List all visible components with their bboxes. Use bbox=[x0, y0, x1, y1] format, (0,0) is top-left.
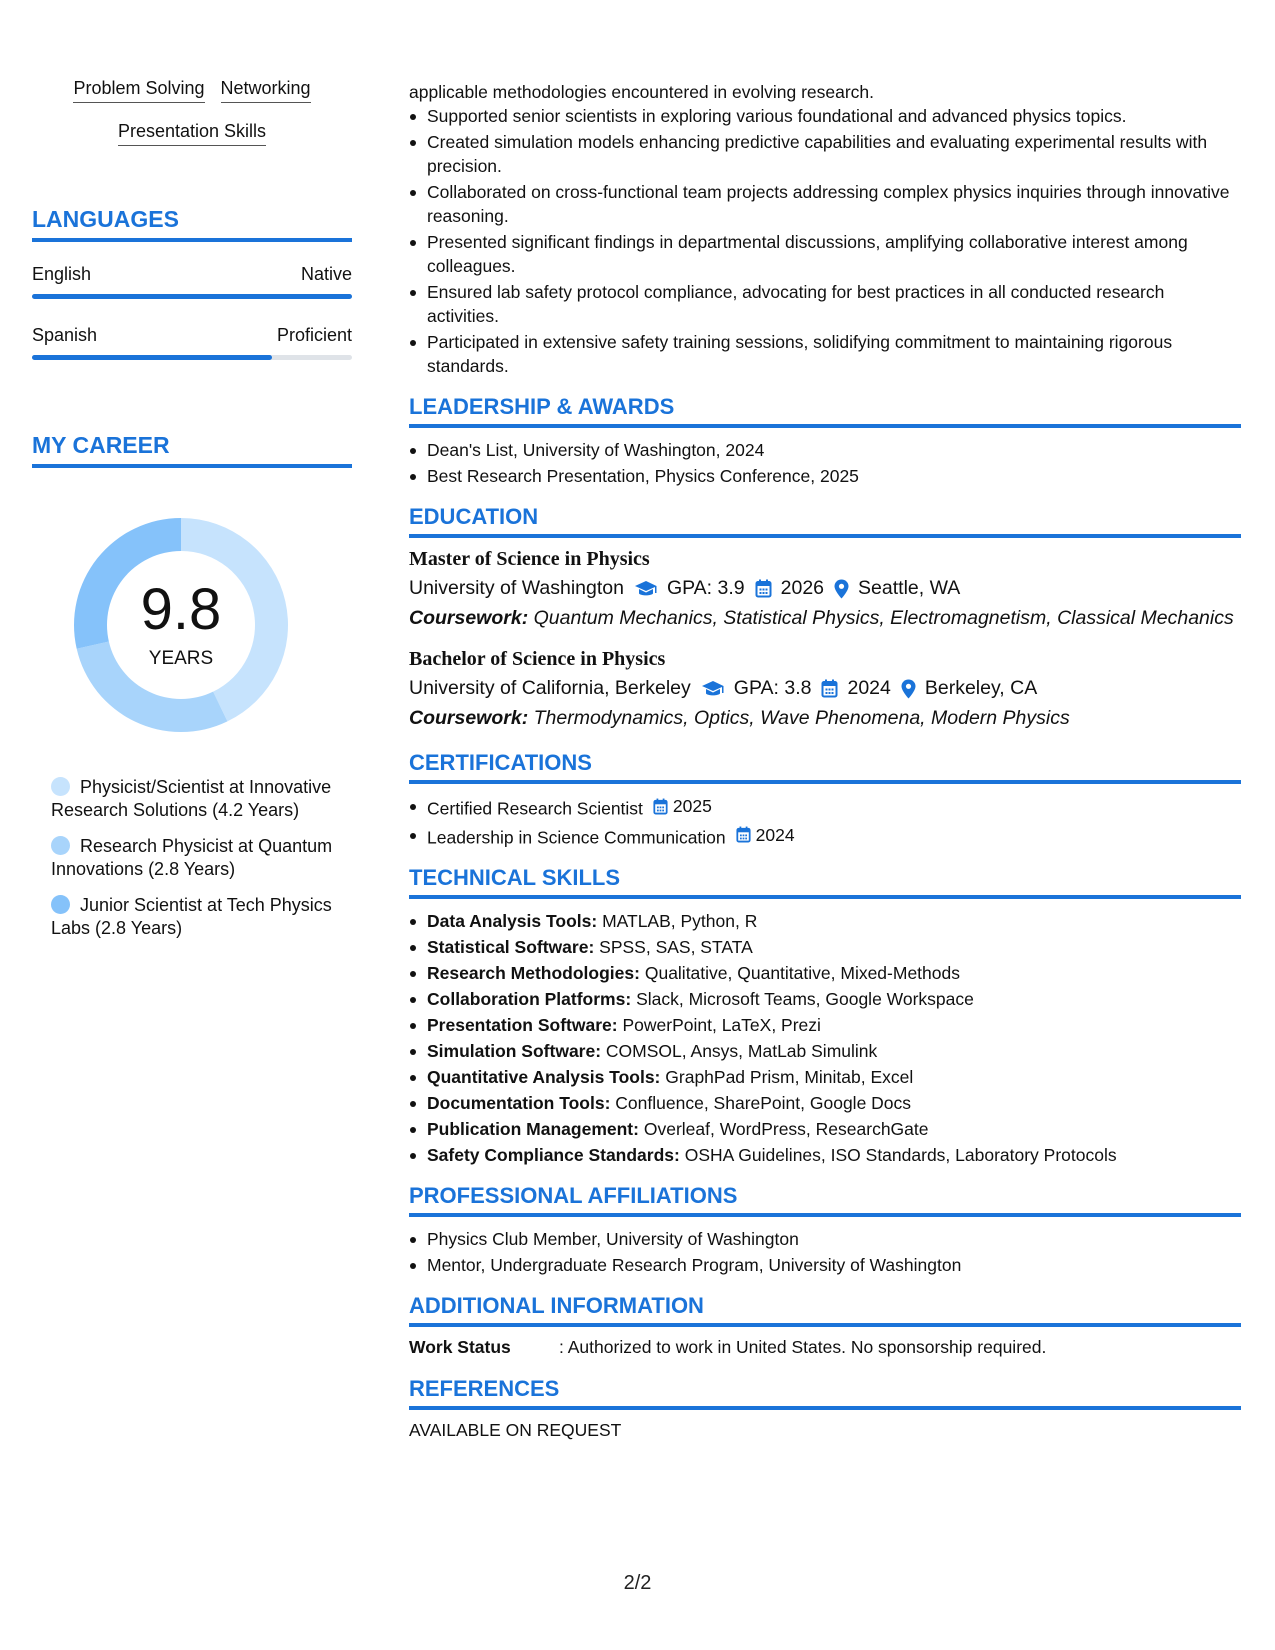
career-heading: MY CAREER bbox=[32, 432, 352, 468]
degree-title: Bachelor of Science in Physics bbox=[409, 648, 666, 670]
languages-heading: LANGUAGES bbox=[32, 206, 352, 242]
technical-skill-item bbox=[409, 909, 1241, 933]
school-location: Berkeley, CA bbox=[924, 677, 1038, 699]
certification-item bbox=[409, 823, 1241, 850]
references-text: AVAILABLE ON REQUEST bbox=[409, 1420, 622, 1440]
technical-skill-value: OSHA Guidelines, ISO Standards, Laboratory Protocols bbox=[684, 1145, 1117, 1165]
skill-tag: Problem Solving bbox=[73, 78, 204, 103]
certification-year: 2025 bbox=[672, 796, 712, 816]
language-bar bbox=[32, 294, 352, 299]
certifications-list bbox=[409, 794, 1241, 849]
language-level: Native bbox=[300, 264, 352, 284]
school-name: University of California, Berkeley bbox=[409, 677, 691, 699]
coursework-label: Coursework: bbox=[409, 607, 529, 629]
degree-title: Master of Science in Physics bbox=[409, 548, 650, 570]
experience-bullet: Ensured lab safety protocol compliance, advocating for best practices in all conducted research activities. bbox=[409, 280, 1241, 328]
affiliation-item: Mentor, Undergraduate Research Program, University of Washington bbox=[409, 1253, 1241, 1277]
legend-dot-icon bbox=[51, 777, 70, 796]
experience-bullet: Created simulation models enhancing predictive capabilities and evaluating experimental results with precision. bbox=[409, 130, 1241, 178]
technical-skill-value: Confluence, SharePoint, Google Docs bbox=[615, 1093, 912, 1113]
language-item bbox=[32, 264, 352, 299]
technical-skill-label: Presentation Software: bbox=[427, 1015, 618, 1035]
coursework bbox=[409, 706, 1241, 730]
coursework bbox=[409, 606, 1241, 630]
language-name: Spanish bbox=[32, 325, 98, 345]
technical-skill-label: Safety Compliance Standards: bbox=[427, 1145, 680, 1165]
language-name: English bbox=[32, 264, 92, 284]
technical-skill-item bbox=[409, 1091, 1241, 1115]
award-item: Best Research Presentation, Physics Conference, 2025 bbox=[409, 464, 1241, 488]
technical-skill-label: Documentation Tools: bbox=[427, 1093, 611, 1113]
graduation-year: 2024 bbox=[847, 677, 891, 699]
technical-skill-label: Collaboration Platforms: bbox=[427, 989, 632, 1009]
school-location: Seattle, WA bbox=[858, 577, 961, 599]
technical-skill-value: Qualitative, Quantitative, Mixed-Methods bbox=[644, 963, 960, 983]
location-pin-icon bbox=[834, 579, 849, 599]
certification-name: Certified Research Scientist bbox=[427, 798, 643, 819]
skill-tag: Networking bbox=[221, 78, 311, 103]
technical-skill-item bbox=[409, 1143, 1241, 1167]
experience-bullets bbox=[409, 104, 1241, 378]
affiliation-item: Physics Club Member, University of Washington bbox=[409, 1227, 1241, 1251]
calendar-icon bbox=[736, 826, 751, 843]
legend-dot-icon bbox=[51, 895, 70, 914]
career-legend bbox=[51, 776, 336, 940]
certification-item bbox=[409, 794, 1241, 821]
career-legend-item bbox=[51, 835, 336, 881]
calendar-icon bbox=[653, 798, 668, 815]
technical-skill-value: GraphPad Prism, Minitab, Excel bbox=[665, 1067, 914, 1087]
language-bar bbox=[32, 355, 352, 360]
technical-skill-value: SPSS, SAS, STATA bbox=[599, 937, 753, 957]
page-number: 2/2 bbox=[623, 1572, 652, 1594]
skill-tag: Presentation Skills bbox=[118, 121, 266, 146]
technical-skills-heading: TECHNICAL SKILLS bbox=[409, 865, 1241, 899]
degree-entry bbox=[409, 648, 1241, 730]
technical-skill-label: Publication Management: bbox=[427, 1119, 639, 1139]
technical-skill-item bbox=[409, 1039, 1241, 1063]
gpa: GPA: 3.8 bbox=[733, 677, 812, 699]
calendar-icon bbox=[821, 679, 838, 698]
technical-skill-value: PowerPoint, LaTeX, Prezi bbox=[622, 1015, 821, 1035]
coursework-text: Thermodynamics, Optics, Wave Phenomena, Modern Physics bbox=[533, 707, 1070, 729]
coursework-text: Quantum Mechanics, Statistical Physics, Electromagnetism, Classical Mechanics bbox=[533, 607, 1234, 629]
technical-skill-value: Overleaf, WordPress, ResearchGate bbox=[643, 1119, 929, 1139]
experience-bullet: Presented significant findings in departmental discussions, amplifying collaborative interest among colleagues. bbox=[409, 230, 1241, 278]
career-legend-item bbox=[51, 894, 336, 940]
affiliations-list bbox=[409, 1227, 1241, 1277]
experience-bullet: Supported senior scientists in exploring various foundational and advanced physics topics. bbox=[409, 104, 1241, 128]
technical-skill-item bbox=[409, 1065, 1241, 1089]
technical-skill-value: COMSOL, Ansys, MatLab Simulink bbox=[605, 1041, 878, 1061]
technical-skill-item bbox=[409, 961, 1241, 985]
calendar-icon bbox=[755, 579, 772, 598]
location-pin-icon bbox=[901, 679, 916, 699]
award-item: Dean's List, University of Washington, 2024 bbox=[409, 438, 1241, 462]
experience-bullet: Participated in extensive safety training sessions, solidifying commitment to maintaining rigorous standards. bbox=[409, 330, 1241, 378]
technical-skill-label: Statistical Software: bbox=[427, 937, 595, 957]
technical-skill-item bbox=[409, 1117, 1241, 1141]
technical-skill-value: Slack, Microsoft Teams, Google Workspace bbox=[636, 989, 974, 1009]
references-heading: REFERENCES bbox=[409, 1376, 1241, 1410]
technical-skill-label: Simulation Software: bbox=[427, 1041, 602, 1061]
leadership-heading: LEADERSHIP & AWARDS bbox=[409, 394, 1241, 428]
additional-info-heading: ADDITIONAL INFORMATION bbox=[409, 1293, 1241, 1327]
sidebar bbox=[32, 78, 352, 953]
work-status-row bbox=[409, 1337, 1241, 1358]
certification-year: 2024 bbox=[755, 824, 795, 845]
technical-skill-value: MATLAB, Python, R bbox=[602, 911, 758, 931]
technical-skill-label: Research Methodologies: bbox=[427, 963, 640, 983]
language-bar-fill bbox=[32, 355, 272, 360]
technical-skills-list bbox=[409, 909, 1241, 1167]
gpa: GPA: 3.9 bbox=[666, 577, 745, 599]
technical-skill-item bbox=[409, 1013, 1241, 1037]
work-status-label: Work Status bbox=[409, 1337, 511, 1357]
coursework-label: Coursework: bbox=[409, 707, 529, 729]
career-legend-text: Junior Scientist at Tech Physics Labs (2.8 Years) bbox=[51, 895, 332, 938]
career-legend-text: Research Physicist at Quantum Innovations (2.8 Years) bbox=[51, 836, 333, 879]
technical-skill-item bbox=[409, 935, 1241, 959]
technical-skill-label: Data Analysis Tools: bbox=[427, 911, 598, 931]
certification-name: Leadership in Science Communication bbox=[427, 827, 726, 847]
career-legend-item bbox=[51, 776, 336, 822]
affiliations-heading: PROFESSIONAL AFFILIATIONS bbox=[409, 1183, 1241, 1217]
career-total-value: 9.8 bbox=[140, 577, 222, 642]
technical-skill-label: Quantitative Analysis Tools: bbox=[427, 1067, 661, 1087]
leadership-list bbox=[409, 438, 1241, 488]
main-content bbox=[409, 80, 1241, 1441]
school-name: University of Washington bbox=[409, 577, 624, 599]
graduation-year: 2026 bbox=[780, 577, 825, 599]
career-legend-text: Physicist/Scientist at Innovative Research Solutions (4.2 Years) bbox=[51, 777, 332, 820]
work-status-value: : Authorized to work in United States. No sponsorship required. bbox=[559, 1337, 1047, 1357]
experience-intro: applicable methodologies encountered in evolving research. bbox=[409, 82, 875, 102]
career-total-unit: YEARS bbox=[148, 648, 214, 669]
career-donut-chart bbox=[66, 510, 296, 740]
language-item bbox=[32, 325, 352, 360]
language-level: Proficient bbox=[276, 325, 352, 345]
skill-tags bbox=[32, 78, 352, 164]
graduation-cap-icon bbox=[701, 680, 725, 698]
education-heading: EDUCATION bbox=[409, 504, 1241, 538]
legend-dot-icon bbox=[51, 836, 70, 855]
experience-bullet: Collaborated on cross-functional team projects addressing complex physics inquiries through innovative reasoning. bbox=[409, 180, 1241, 228]
degree-entry bbox=[409, 548, 1241, 630]
language-bar-fill bbox=[32, 294, 352, 299]
technical-skill-item bbox=[409, 987, 1241, 1011]
graduation-cap-icon bbox=[634, 580, 658, 598]
certifications-heading: CERTIFICATIONS bbox=[409, 750, 1241, 784]
